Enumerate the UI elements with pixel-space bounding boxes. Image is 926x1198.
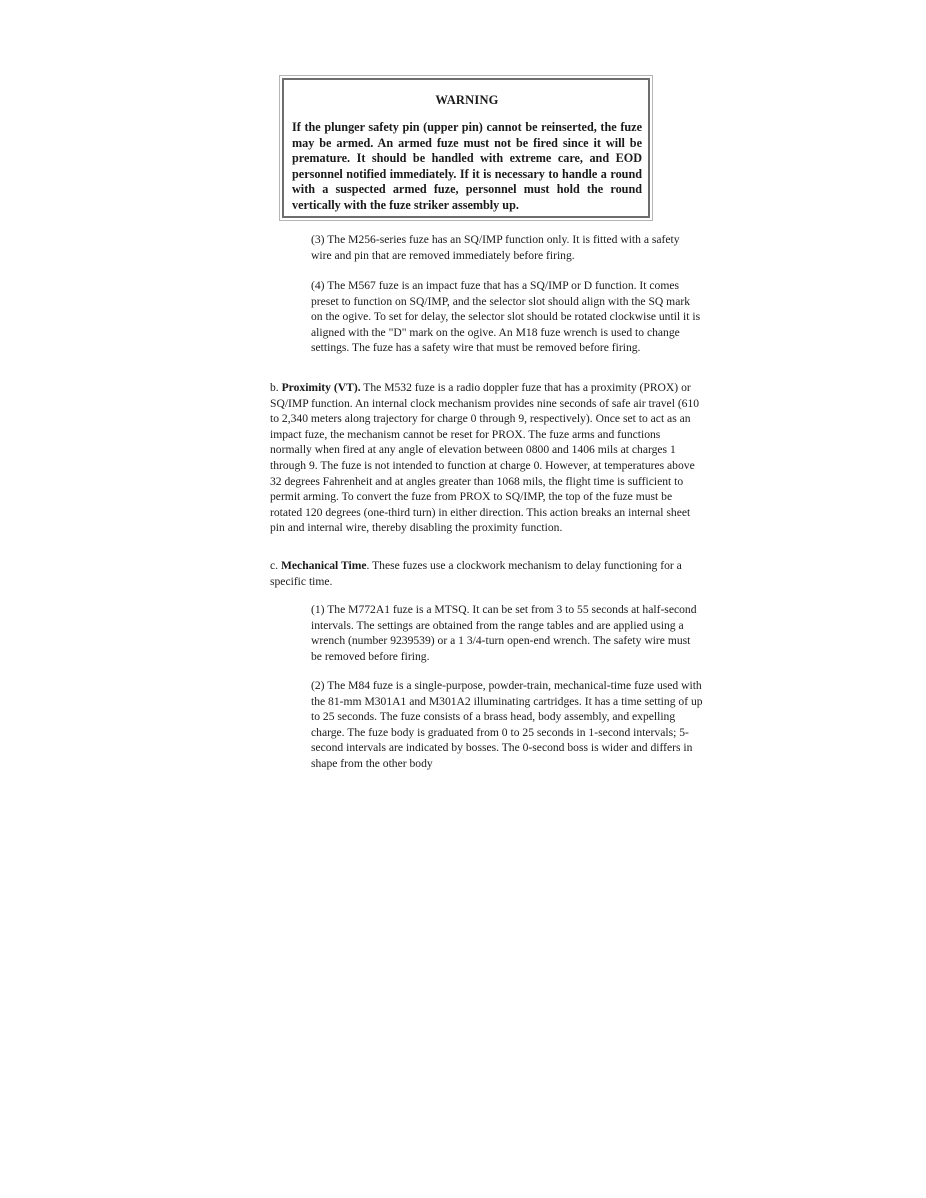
warning-box	[282, 78, 650, 218]
section-c-prefix: c.	[270, 559, 281, 572]
warning-title: WARNING	[435, 93, 499, 107]
paragraph-m84: (2) The M84 fuze is a single-purpose, powder-train, mechanical-time fuze used with the 81-mm M301A1 and M301A2 illuminating cartridges. It has a time setting of up to 25 seconds. The fuze consists of a brass head, body assembly, and expelling charge. The fuze body is graduated from 0 to 25 seconds in 1-second intervals; 5-second intervals are indicated by bosses. The 0-second boss is wider and differs in shape from the other body	[311, 679, 703, 770]
section-c-heading: Mechanical Time	[280, 559, 367, 572]
warning-text: If the plunger safety pin (upper pin) cannot be reinserted, the fuze may be armed. An armed fuze must not be fired since it will be premature. It should be handled with extreme care, and EOD personnel notified immediately. If it is necessary to handle a round with a suspected armed fuze, personnel must hold the round vertically with the fuze striker assembly up.	[292, 120, 642, 212]
section-b-prefix: b.	[270, 381, 282, 394]
section-b-heading: Proximity (VT).	[281, 381, 361, 394]
section-b-text: The M532 fuze is a radio doppler fuze that has a proximity (PROX) or SQ/IMP function. An internal clock mechanism provides nine seconds of safe air travel (610 to 2,340 meters along trajectory for charge 0 through 9, respectively). Once set to act as an impact fuze, the mechanism cannot be reset for PROX. The fuze arms and functions normally when fired at any angle of elevation between 0800 and 1406 mils at charges 1 through 9. The fuze is not intended to function at charge 0. However, at temperatures above 32 degrees Fahrenheit and at angles greater than 1068 mils, the flight time is sufficient to permit arming. To convert the fuze from PROX to SQ/IMP, the top of the fuze must be rotated 120 degrees (one-third turn) in either direction. This action breaks an internal sheet pin and internal wire, thereby disabling the proximity function.	[270, 381, 700, 535]
paragraph-m567: (4) The M567 fuze is an impact fuze that has a SQ/IMP or D function. It comes preset to function on SQ/IMP, and the selector slot should align with the SQ mark on the ogive. To set for delay, the selector slot should be rotated clockwise until it is aligned with the "D" mark on the ogive. An M18 fuze wrench is used to change settings. The fuze has a safety wire that must be removed before firing.	[311, 279, 701, 355]
paragraph-m256: (3) The M256-series fuze has an SQ/IMP function only. It is fitted with a safety wire and pin that are removed immediately before firing.	[311, 233, 680, 262]
section-c-text: . These fuzes use a clockwork mechanism to delay functioning for a specific time.	[270, 559, 682, 588]
paragraph-proximity	[270, 380, 702, 536]
paragraph-mechanical-time	[270, 558, 702, 589]
paragraph-m772a1: (1) The M772A1 fuze is a MTSQ. It can be set from 3 to 55 seconds at half-second intervals. The settings are obtained from the range tables and are applied using a wrench (number 9239539) or a 1 3/4-turn open-end wrench. The safety wire must be removed before firing.	[311, 603, 697, 663]
